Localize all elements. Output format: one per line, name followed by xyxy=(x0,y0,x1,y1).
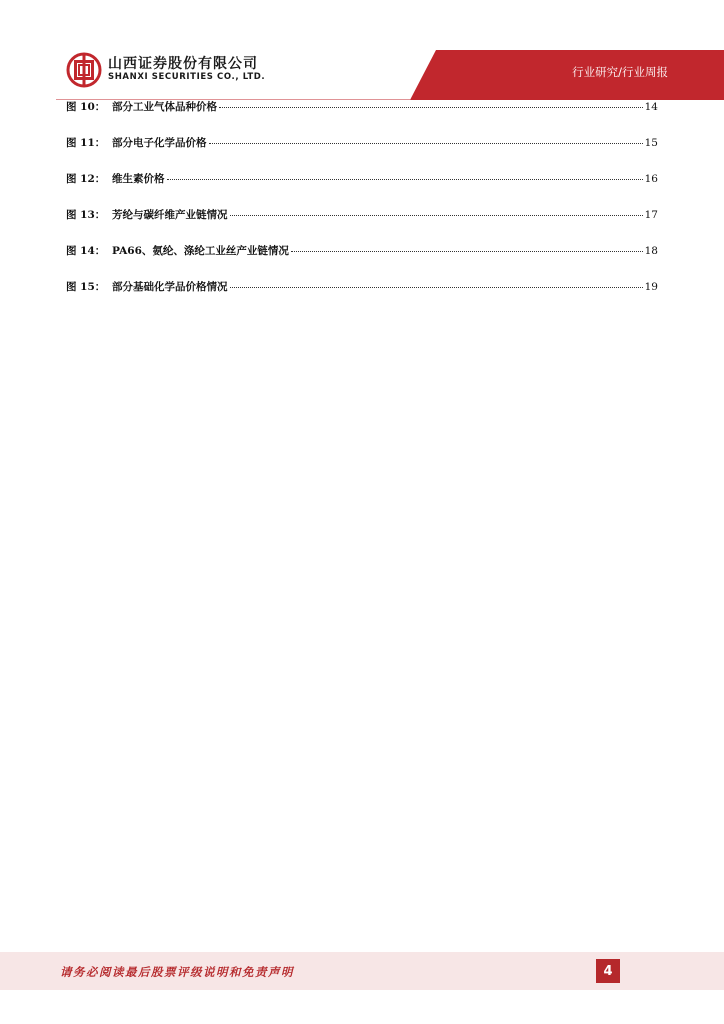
figure-number: 图 15： xyxy=(66,281,106,293)
report-type-label: 行业研究/行业周报 xyxy=(572,65,668,79)
toc-entry[interactable] xyxy=(66,171,658,207)
company-name-cn: 山西证券股份有限公司 xyxy=(108,56,258,72)
dot-leader xyxy=(219,106,643,108)
page-ref: 14 xyxy=(644,101,658,113)
dot-leader xyxy=(230,286,643,288)
page-ref: 17 xyxy=(644,209,658,221)
disclaimer-notice: 请务必阅读最后股票评级说明和免责声明 xyxy=(60,965,294,979)
page-ref: 16 xyxy=(644,173,658,185)
toc-entry[interactable] xyxy=(66,135,658,171)
toc-entry[interactable] xyxy=(66,207,658,243)
figure-number: 图 11： xyxy=(66,137,106,149)
toc-entry[interactable] xyxy=(66,279,658,315)
dot-leader xyxy=(209,142,643,144)
page-ref: 19 xyxy=(644,281,658,293)
page-ref: 15 xyxy=(644,137,658,149)
figure-number: 图 10： xyxy=(66,101,106,113)
dot-leader xyxy=(230,214,643,216)
page-footer xyxy=(0,952,724,990)
page-header xyxy=(0,0,724,100)
figure-title: 芳纶与碳纤维产业链情况 xyxy=(112,209,228,221)
toc-entry[interactable] xyxy=(66,99,658,135)
figure-title: PA66、氨纶、涤纶工业丝产业链情况 xyxy=(112,245,289,257)
figure-title: 部分基础化学品价格情况 xyxy=(112,281,228,293)
dot-leader xyxy=(167,178,643,180)
page-number-badge: 4 xyxy=(596,959,620,983)
dot-leader xyxy=(291,250,643,252)
company-name-en: SHANXI SECURITIES CO., LTD. xyxy=(108,72,266,82)
figure-number: 图 13： xyxy=(66,209,106,221)
figure-number: 图 12： xyxy=(66,173,106,185)
toc-entry[interactable] xyxy=(66,243,658,279)
figure-title: 维生素价格 xyxy=(112,173,165,185)
page-ref: 18 xyxy=(644,245,658,257)
shanxi-securities-logo-icon xyxy=(66,52,102,88)
figure-number: 图 14： xyxy=(66,245,106,257)
header-banner xyxy=(0,0,724,100)
figure-title: 部分电子化学品价格 xyxy=(112,137,207,149)
figure-list xyxy=(66,99,658,315)
figure-title: 部分工业气体品种价格 xyxy=(112,101,217,113)
